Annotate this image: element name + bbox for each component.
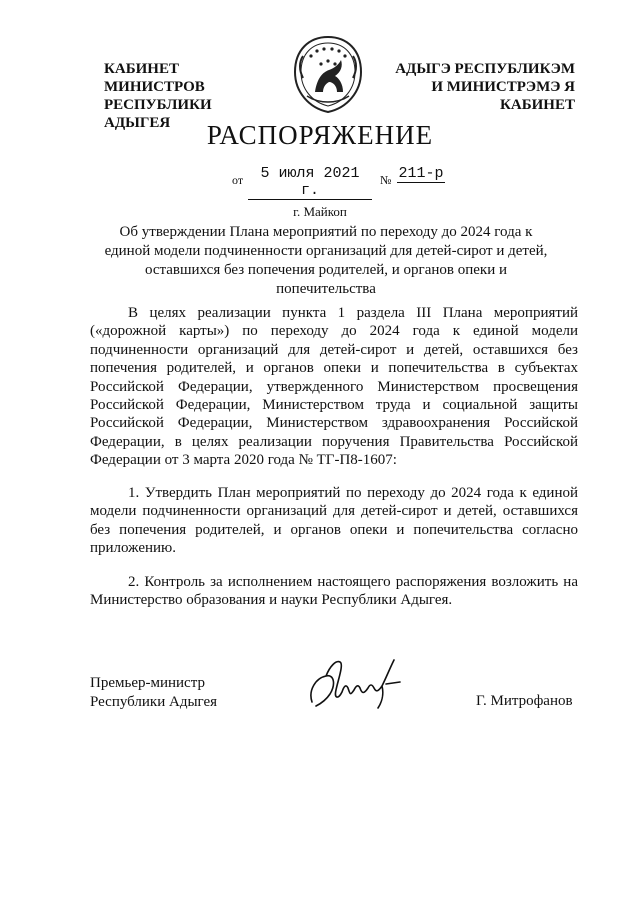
document-title: РАСПОРЯЖЕНИЕ [206, 120, 434, 150]
document-subject: Об утверждении Плана мероприятий по переходу до 2024 года к единой модели подчиненности организаций для детей-сирот и детей, оставшихся без попечения родителей, и органов опеки и попечительства [104, 224, 548, 297]
position-line2: Республики Адыгея [90, 694, 218, 710]
date-prefix: от [232, 173, 244, 187]
body-paragraph-2: 1. Утвердить План мероприятий по переходу до 2024 года к единой модели подчиненности организаций для детей-сирот и детей, оставшихся без попечения родителей, и органов опеки и попечительства согласно приложению. [90, 485, 578, 557]
header-left-line1: КАБИНЕТ МИНИСТРОВ [104, 61, 205, 95]
handwritten-signature-icon [306, 654, 406, 712]
date-number-row [0, 165, 640, 199]
position-line1: Премьер-министр [90, 675, 205, 691]
coat-of-arms-icon [289, 34, 367, 114]
city: г. Майкоп [293, 204, 347, 219]
document-date: 5 июля 2021 г. [248, 165, 372, 200]
body-paragraph-1: В целях реализации пункта 1 раздела III Плана мероприятий («дорожной карты») по переходу до 2024 года к единой модели подчиненности организаций для детей-сирот и детей, оставшихся без попечения родителей, и органов опеки и попечительства в субъектах Российской Федерации, утвержденного Министерством просвещения Российской Федерации, Министерством труда и социальной защиты Российской Федерации, Министерством здравоохранения Российской Федерации, в целях реализации поручения Правительства Российской Федерации от 3 марта 2020 года № ТГ-П8-1607: [90, 305, 578, 469]
document-number: 211-р [398, 165, 444, 182]
signatory-name: Г. Митрофанов [476, 693, 573, 709]
header-left-line2: РЕСПУБЛИКИ АДЫГЕЯ [104, 97, 212, 131]
number-prefix: № [380, 173, 392, 187]
header-right-line2: И МИНИСТРЭМЭ Я КАБИНЕТ [431, 79, 575, 113]
header-right-org [375, 60, 575, 114]
signatory-position [90, 674, 217, 712]
body-paragraph-3: 2. Контроль за исполнением настоящего распоряжения возложить на Министерство образования и науки Республики Адыгея. [90, 574, 578, 609]
header-right-line1: АДЫГЭ РЕСПУБЛИКЭМ [395, 61, 575, 77]
